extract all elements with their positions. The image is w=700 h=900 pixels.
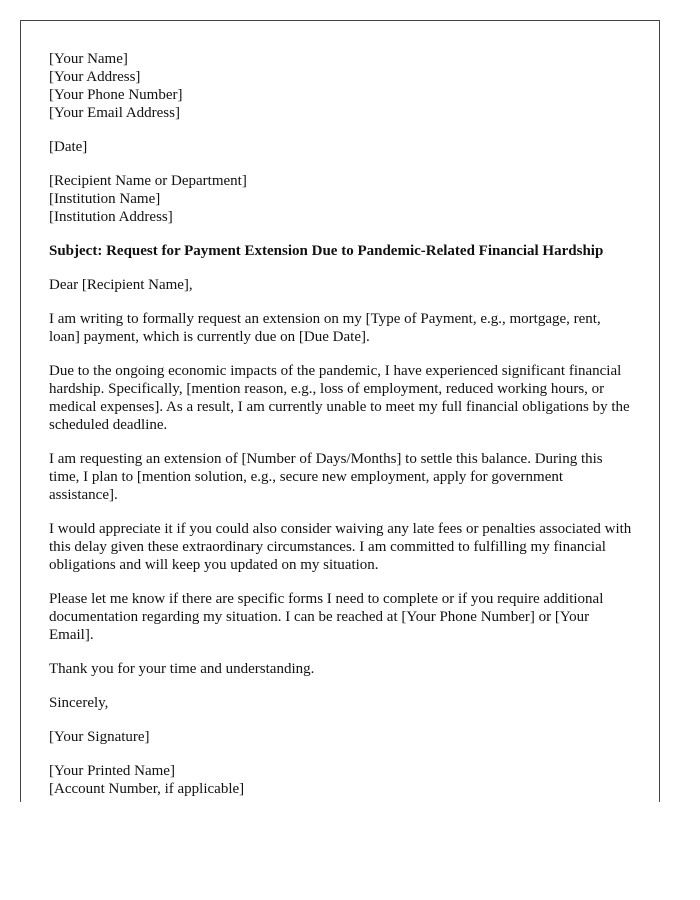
sender-address: [Your Address]: [49, 69, 141, 85]
recipient-name: [Recipient Name or Department]: [49, 173, 247, 189]
salutation: Dear [Recipient Name],: [49, 277, 193, 293]
body-paragraph: Due to the ongoing economic impacts of the pandemic, I have experienced significant financial hardship. Specifically, [mention reason, e.g., loss of employment, reduced working hours, or medical expenses]. As a result, I am currently unable to meet my full financial obligations by the scheduled deadline.: [49, 363, 630, 433]
body-paragraph: I would appreciate it if you could also consider waiving any late fees or penalties associated with this delay given these extraordinary circumstances. I am committed to fulfilling my financial obligations and will keep you updated on my situation.: [49, 521, 632, 573]
body-paragraph: I am requesting an extension of [Number of Days/Months] to settle this balance. During this time, I plan to [mention solution, e.g., secure new employment, apply for government assistance].: [49, 451, 603, 503]
sender-name: [Your Name]: [49, 51, 128, 67]
letter-page: [20, 20, 660, 802]
institution-address: [Institution Address]: [49, 209, 173, 225]
body-paragraph: Please let me know if there are specific forms I need to complete or if you require additional documentation regarding my situation. I can be reached at [Your Phone Number] or [Your Email].: [49, 591, 604, 643]
body-paragraph: Thank you for your time and understanding.: [49, 661, 315, 677]
recipient-block: [49, 172, 635, 226]
sender-phone: [Your Phone Number]: [49, 87, 183, 103]
account-number: [Account Number, if applicable]: [49, 781, 245, 797]
sender-block: [49, 50, 635, 122]
body-paragraph: I am writing to formally request an extension on my [Type of Payment, e.g., mortgage, rent, loan] payment, which is currently due on [Due Date].: [49, 311, 601, 345]
institution-name: [Institution Name]: [49, 191, 161, 207]
sender-email: [Your Email Address]: [49, 105, 180, 121]
printed-name-block: [49, 762, 635, 798]
letter-date: [Date]: [49, 139, 88, 155]
closing: Sincerely,: [49, 695, 109, 711]
subject-line: Subject: Request for Payment Extension Due to Pandemic-Related Financial Hardship: [49, 243, 604, 259]
signature: [Your Signature]: [49, 729, 150, 745]
printed-name: [Your Printed Name]: [49, 763, 175, 779]
